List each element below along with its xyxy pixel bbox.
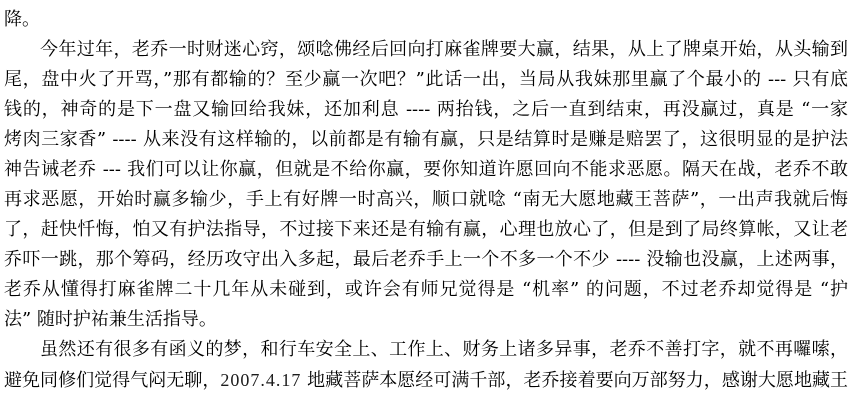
text-line-6: 神告诫老乔 --- 我们可以让你赢，但就是不给你赢，要你知道许愿回向不能求恶愿。隔天在战，老乔不敢 (4, 159, 848, 180)
text-line-12: 虽然还有很多有函义的梦，和行车安全上、工作上、财务上诸多异事，老乔不善打字，就不再囉嗦， (40, 339, 848, 360)
text-line-5: 烤肉三家香” ---- 从来没有这样输的，以前都是有输有赢，只是结算时是赚是赔罢了，这很明显的是护法 (4, 129, 848, 150)
date-text: 2007.4.17 (220, 370, 302, 390)
text-line-3: 尾，盘中火了开骂，”那有都输的？至少赢一次吧？”此话一出，当局从我妹那里赢了个最小的 --- 只有底 (4, 69, 848, 90)
text-line-2: 今年过年，老乔一时财迷心窍，颂唸佛经后回向打麻雀牌要大赢，结果，从上了牌桌开始，从头输到 (40, 39, 848, 60)
text-line-10: 老乔从懂得打麻雀牌二十几年从未碰到，或许会有师兄觉得是 “机率” 的问题，不过老乔却觉得是 “护 (4, 279, 848, 300)
text-line-13-pre: 避免同修们觉得气闷无聊， (4, 370, 221, 391)
text-line-13 (4, 365, 848, 395)
text-line-8: 了，赶快忏悔，怕又有护法指导，不过接下来还是有输有赢，心理也放心了，但是到了局终算帐，又让老 (4, 219, 848, 240)
text-line-13-post: 地藏菩萨本愿经可满千部，老乔接着要向万部努力，感谢大愿地藏王 (301, 370, 848, 391)
text-line-4: 钱的，神奇的是下一盘又输回给我妹，还加利息 ---- 两抬钱，之后一直到结束，再没赢过，真是 “一家 (4, 99, 848, 120)
text-line-7: 再求恶愿，开始时赢多输少，手上有好牌一时高兴，顺口就唸 “南无大愿地藏王菩萨”，一出声我就后悔 (4, 189, 848, 210)
text-line-1: 降。 (4, 9, 40, 30)
text-line-9: 乔吓一跳，那个筹码，经历攻守出入多起，最后老乔手上一个不多一个不少 ---- 没输也没赢，上述两事， (4, 249, 848, 270)
text-line-11: 法” 随时护祐兼生活指导。 (4, 309, 217, 330)
